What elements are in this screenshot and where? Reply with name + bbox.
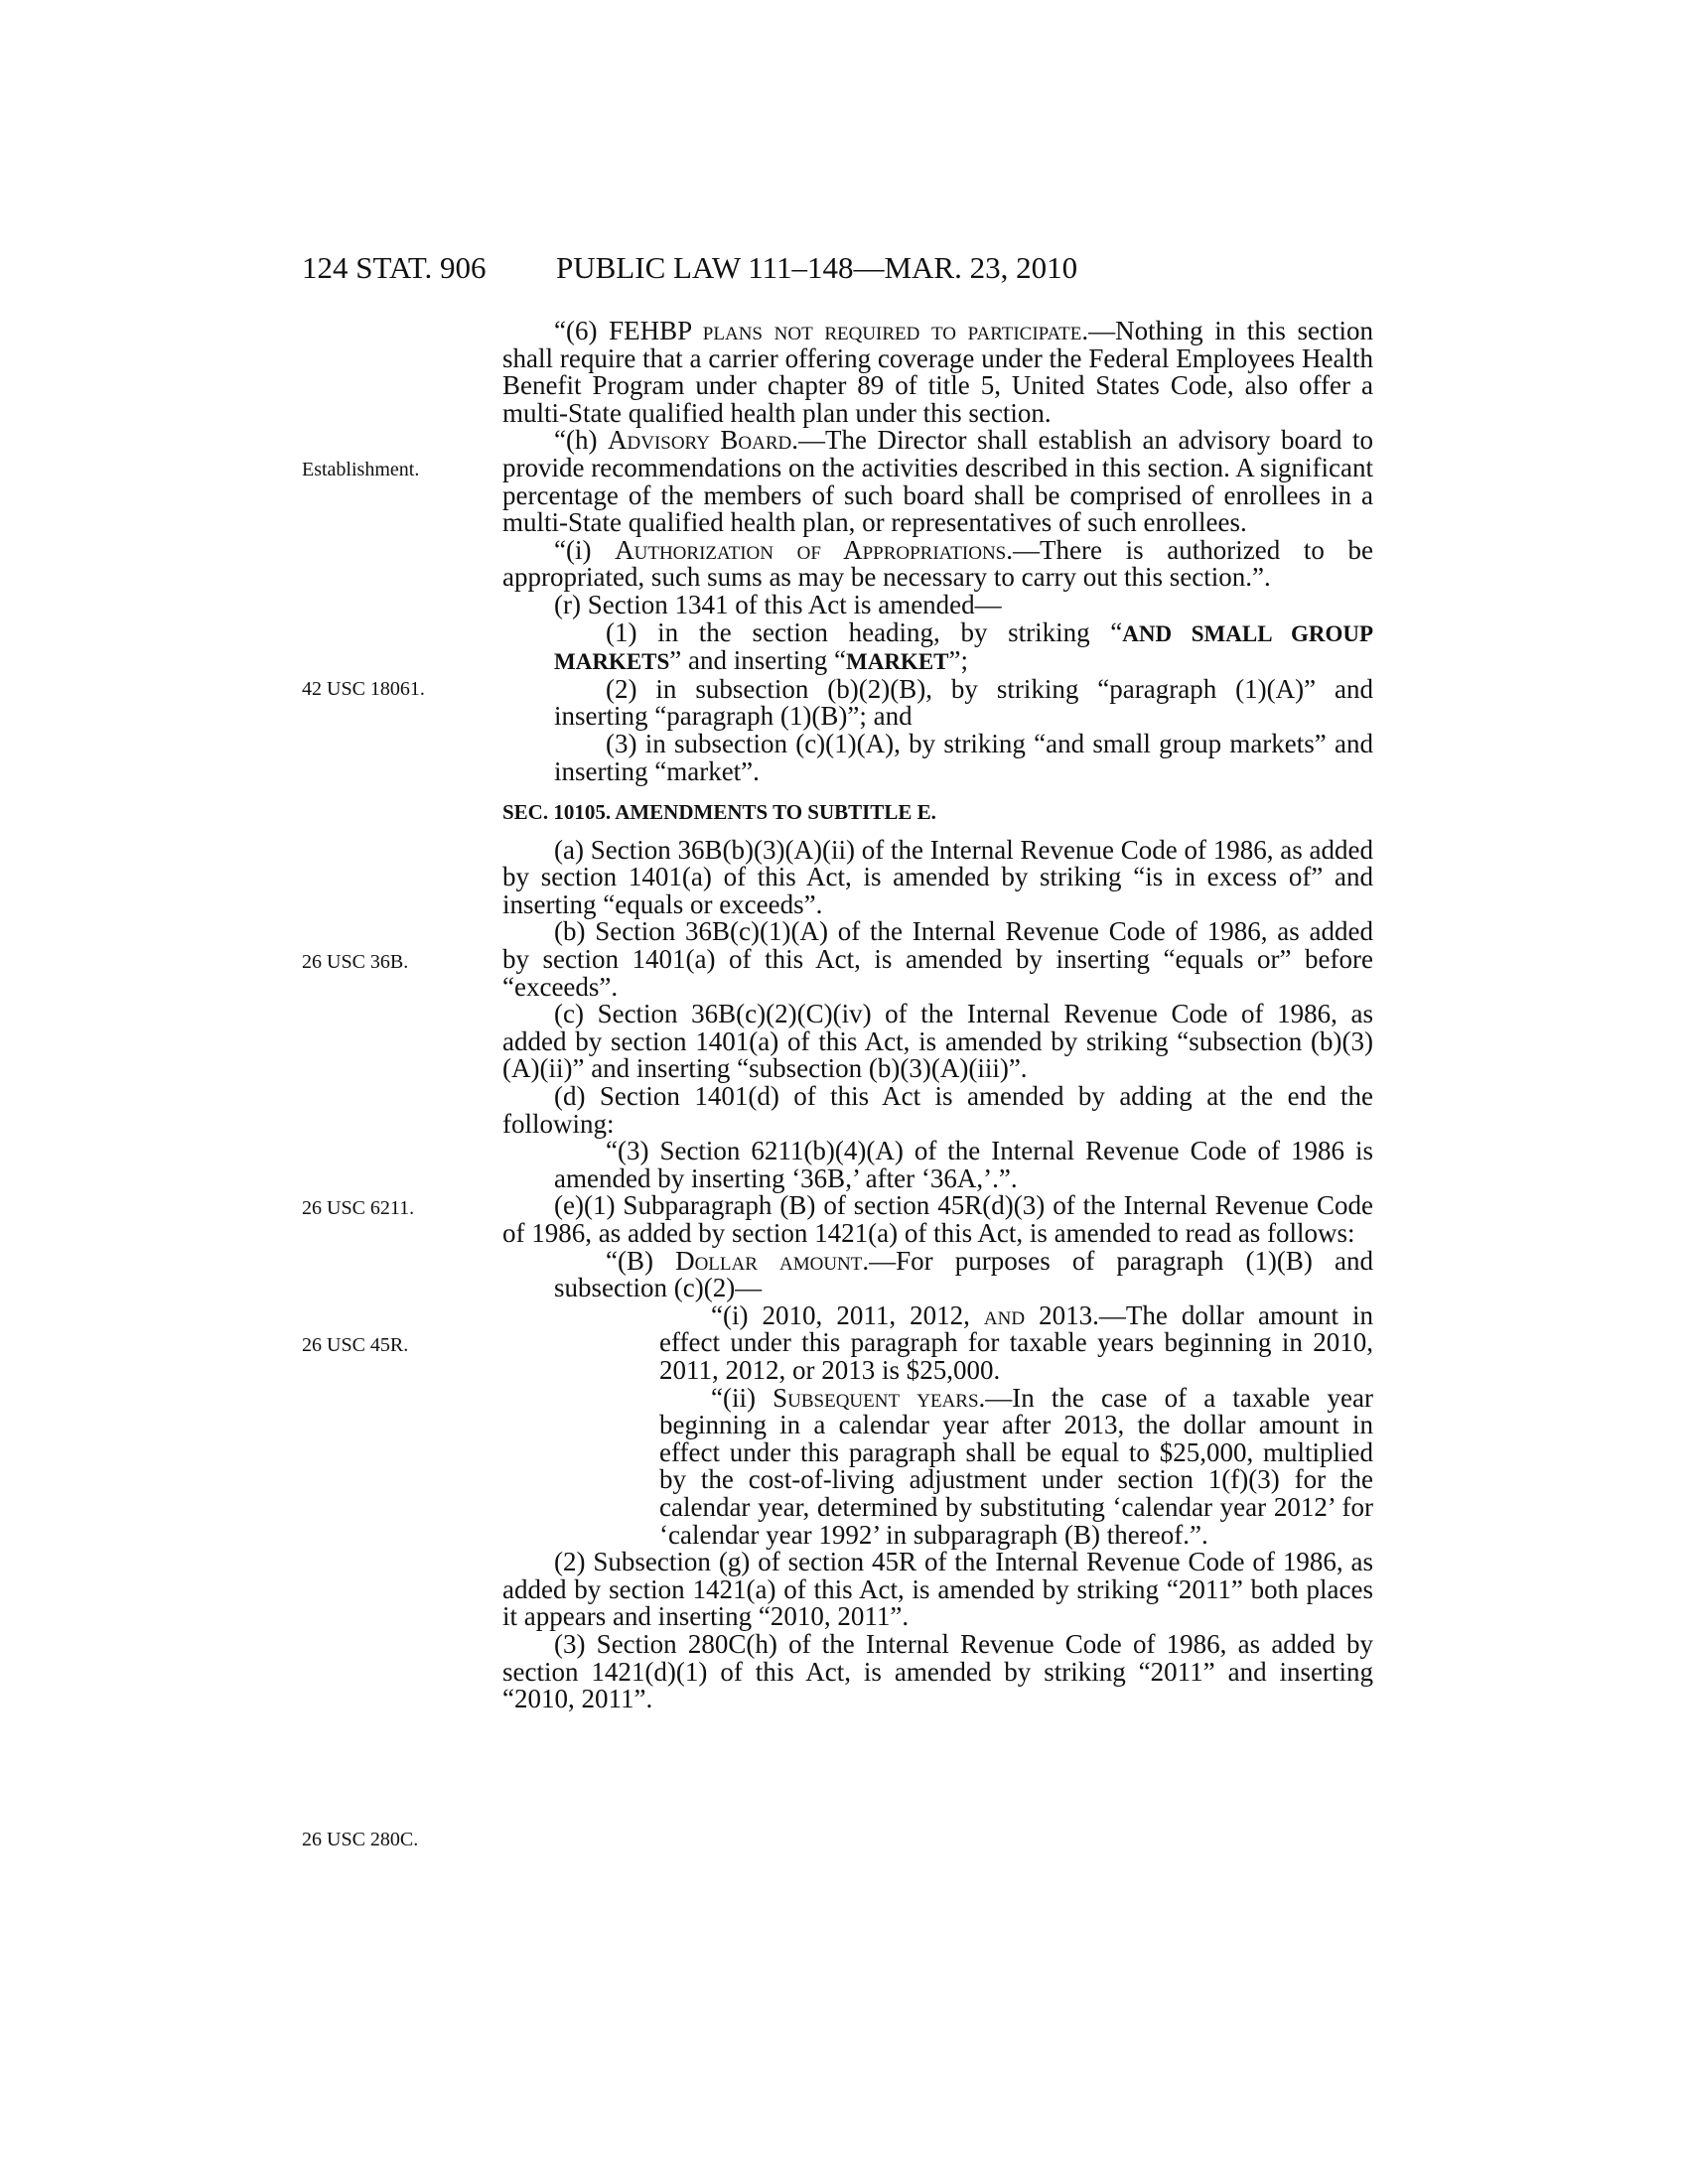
running-title: PUBLIC LAW 111–148—MAR. 23, 2010: [556, 250, 1078, 285]
margin-note-42usc18061: 42 USC 18061.: [302, 678, 425, 700]
subsection-r: (r) Section 1341 of this Act is amended—: [554, 589, 1002, 619]
subsection-d: (d) Section 1401(d) of this Act is amended by adding at the end the following:: [502, 1081, 1373, 1139]
subparagraph-b: “(B) Dollar amount.—For purposes of paragraph (1)(B) and subsection (c)(2)—: [554, 1245, 1373, 1303]
margin-note-establishment: Establishment.: [302, 459, 420, 480]
clause-i: “(i) 2010, 2011, 2012, and 2013.—The dollar amount in effect under this paragraph for taxable years beginning in 2010, 2011, 2012, or 2013 is $25,000.: [659, 1299, 1374, 1385]
subsection-b: (b) Section 36B(c)(1)(A) of the Internal Revenue Code of 1986, as added by section 1401(a) of this Act, is amended by inserting “equals or” before “exceeds”.: [502, 916, 1373, 1002]
subsection-e-2: (2) Subsection (g) of section 45R of the Internal Revenue Code of 1986, as added by section 1421(a) of this Act, is amended by striking “2011” both places it appears and inserting “2010, 2011”.: [502, 1547, 1373, 1632]
section-heading: SEC. 10105. AMENDMENTS TO SUBTITLE E.: [502, 800, 936, 825]
subsection-e-3: (3) Section 280C(h) of the Internal Revenue Code of 1986, as added by section 1421(d)(1) of this Act, is amended by striking “2011” and inserting “2010, 2011”.: [502, 1628, 1373, 1714]
subsection-c: (c) Section 36B(c)(2)(C)(iv) of the Internal Revenue Code of 1986, as added by section 1401(a) of this Act, is amended by striking “subsection (b)(3)(A)(ii)” and inserting “subsection (b)(3)(A)(iii)”.: [502, 999, 1373, 1084]
page-number: 124 STAT. 906: [302, 250, 487, 285]
subsection-i: “(i) Authorization of Appropriations.—There is authorized to be appropriated, such sums as may be necessary to carry out this section.”.: [502, 534, 1373, 593]
paragraph-6: “(6) FEHBP plans not required to participate.—Nothing in this section shall require that a carrier offering coverage under the Federal Employees Health Benefit Program under chapter 89 of title 5, United States Code, also offer a multi-State qualified health plan under this section.: [502, 316, 1374, 428]
margin-note-26usc45r: 26 USC 45R.: [302, 1334, 409, 1356]
subsection-d-3: “(3) Section 6211(b)(4)(A) of the Internal Revenue Code of 1986 is amended by inserting ‘36B,’ after ‘36A,’.”.: [554, 1136, 1373, 1193]
margin-note-26usc6211: 26 USC 6211.: [302, 1197, 415, 1219]
subsection-a: (a) Section 36B(b)(3)(A)(ii) of the Internal Revenue Code of 1986, as added by section 1401(a) of this Act, is amended by striking “is in excess of” and inserting “equals or exceeds”.: [502, 834, 1373, 919]
subsection-r-3: (3) in subsection (c)(1)(A), by striking “and small group markets” and inserting “market”.: [554, 728, 1373, 786]
subsection-r-2: (2) in subsection (b)(2)(B), by striking “paragraph (1)(A)” and inserting “paragraph (1)(B)”; and: [554, 673, 1373, 732]
margin-note-26usc280c: 26 USC 280C.: [302, 1829, 419, 1850]
subsection-r-1: (1) in the section heading, by striking “AND SMALL GROUP MARKETS” and inserting “MARKET”;: [554, 616, 1374, 676]
margin-note-26usc36b: 26 USC 36B.: [302, 951, 409, 973]
statute-text: [502, 318, 1373, 1713]
subsection-h: “(h) Advisory Board.—The Director shall establish an advisory board to provide recommendations on the activities described in this section. A significant percentage of the members of such board shall be comprised of enrollees in a multi-State qualified health plan, or representatives of such enrollees.: [502, 425, 1374, 538]
subsection-e-1: (e)(1) Subparagraph (B) of section 45R(d)(3) of the Internal Revenue Code of 1986, as added by section 1421(a) of this Act, is amended to read as follows:: [502, 1190, 1373, 1248]
clause-ii: “(ii) Subsequent years.—In the case of a taxable year beginning in a calendar year after 2013, the dollar amount in effect under this paragraph shall be equal to $25,000, multiplied by the cost-of-living adjustment under section 1(f)(3) for the calendar year, determined by substituting ‘calendar year 2012’ for ‘calendar year 1992’ in subparagraph (B) thereof.”.: [659, 1382, 1373, 1550]
